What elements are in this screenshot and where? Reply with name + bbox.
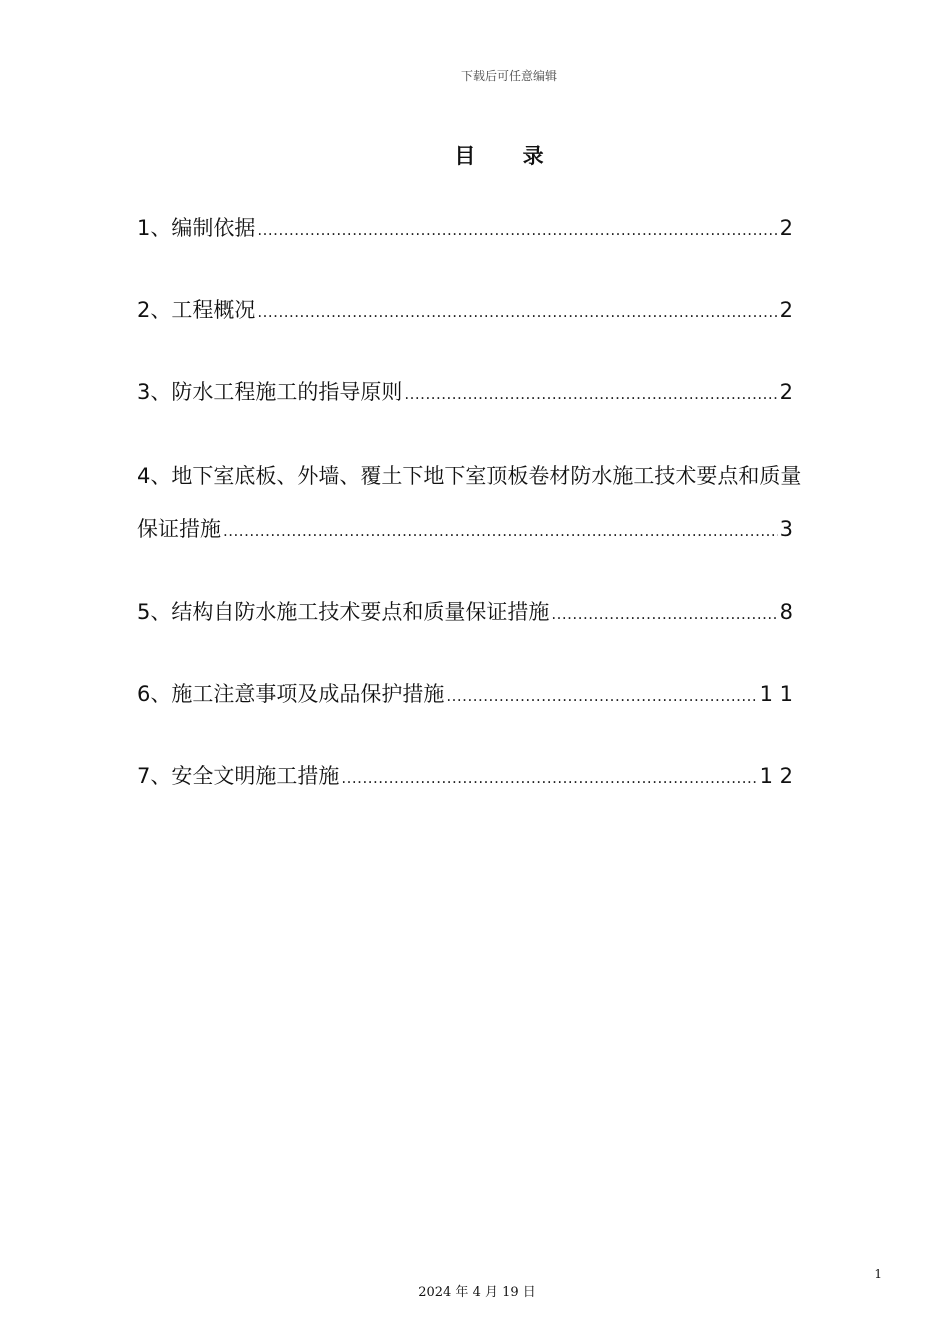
toc-page-number: 8	[779, 600, 793, 624]
toc-page-number: 1 1	[759, 682, 793, 706]
toc-entry-text: 3、防水工程施工的指导原则	[137, 380, 403, 404]
toc-entry-5[interactable]	[137, 597, 793, 629]
toc-entry-3[interactable]	[137, 377, 793, 409]
dot-leader	[404, 379, 777, 409]
toc-entry-text: 保证措施	[137, 517, 221, 541]
toc-entry-6[interactable]	[137, 679, 793, 711]
toc-title: 目 录	[454, 143, 564, 168]
toc-entry-text: 5、结构自防水施工技术要点和质量保证措施	[137, 600, 550, 624]
toc-entry-text: 7、安全文明施工措施	[137, 764, 340, 788]
toc-entry-text: 2、工程概况	[137, 298, 256, 322]
header-note: 下载后可任意编辑	[460, 69, 557, 83]
toc-entry-4[interactable]	[137, 461, 801, 546]
toc-page-number: 2	[779, 380, 793, 404]
dot-leader	[341, 763, 757, 793]
dot-leader	[257, 215, 777, 245]
dot-leader	[551, 599, 777, 629]
toc-entry-text: 6、施工注意事项及成品保护措施	[137, 682, 445, 706]
toc-entry-7[interactable]	[137, 761, 793, 793]
footer-date: 2024 年 4 月 19 日	[418, 1285, 536, 1300]
page-number: 1	[874, 1267, 882, 1281]
toc-entry-1[interactable]	[137, 213, 793, 245]
toc-page-number: 2	[779, 216, 793, 240]
toc-entry-text-line1: 4、地下室底板、外墙、覆土下地下室顶板卷材防水施工技术要点和质量	[137, 464, 802, 488]
dot-leader	[446, 681, 757, 711]
dot-leader	[257, 297, 777, 327]
toc-page-number: 3	[779, 517, 793, 541]
toc-entry-text: 1、编制依据	[137, 216, 256, 240]
toc-page-number: 1 2	[759, 764, 793, 788]
dot-leader	[223, 516, 778, 546]
toc-entry-2[interactable]	[137, 295, 793, 327]
toc-page-number: 2	[779, 298, 793, 322]
